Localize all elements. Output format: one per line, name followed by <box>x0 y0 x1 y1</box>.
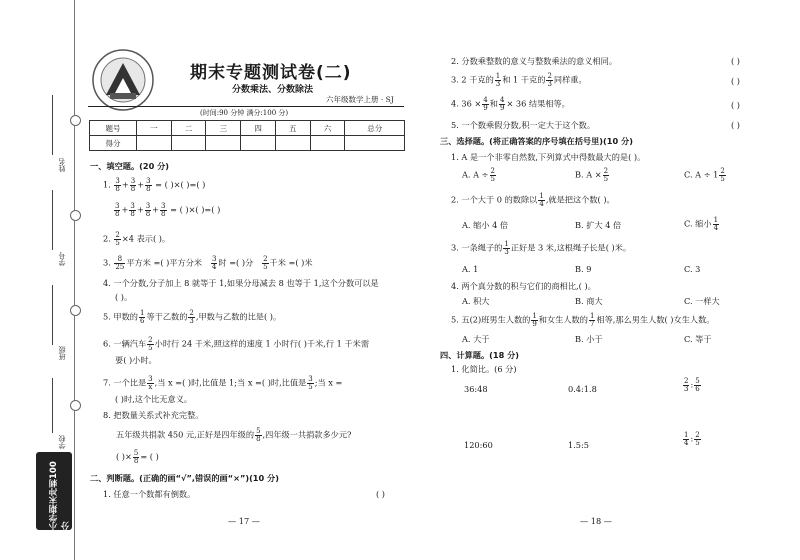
fraction: $\frac{3}{8}$ <box>130 177 136 193</box>
question-number: 1. <box>103 179 111 190</box>
fraction: $\frac{2}{3}$ <box>684 377 689 393</box>
choice-3-option-b[interactable]: B. 9 <box>575 264 592 274</box>
fraction: $\frac{2}{3}$ <box>547 72 552 88</box>
choice-2 <box>451 193 615 208</box>
page-number-left: — 17 — <box>228 516 260 526</box>
score-header-cell: 五 <box>275 121 310 136</box>
choice-2-option-a[interactable]: A. 缩小 4 倍 <box>462 220 509 230</box>
time-note: (时间:90 分钟 满分:100 分) <box>200 109 289 117</box>
answer-bracket[interactable]: ( ) <box>376 489 385 499</box>
question-6-rest: 小时行 24 千米,照这样的速度 1 小时行( )千米,行 1 千米需 <box>154 338 370 349</box>
binding-hole <box>70 305 81 316</box>
section-true-false: 二、判断题。(正确的画“√”,错误的画“×”)(10 分) <box>90 473 279 483</box>
score-header-cell: 六 <box>310 121 345 136</box>
fraction: $\frac{3}{8}$ <box>161 202 166 218</box>
judge-3-pre: 3. 2 千克的 <box>451 74 494 85</box>
judge-4-post: × 36 结果相等。 <box>506 98 570 109</box>
judge-3 <box>451 73 587 88</box>
choice-4: 4. 两个真分数的积与它们的商相比,( )。 <box>451 281 596 291</box>
fraction: $\frac{1}{3}$ <box>495 72 501 88</box>
score-table <box>89 120 405 151</box>
series-logo <box>88 45 158 115</box>
judge-1: 1. 任意一个数都有倒数。 <box>103 489 196 499</box>
fraction: $\frac{4}{9}$ <box>499 96 505 112</box>
binding-badge-text: 小学期末冲刺100分 <box>49 461 71 530</box>
score-cell[interactable] <box>206 136 241 151</box>
section-fill-blank: 一、填空题。(20 分) <box>90 161 170 171</box>
binding-label-name: 姓名 <box>58 158 66 172</box>
fraction: $\frac{1}{4}$ <box>713 216 719 232</box>
question-5-mid: 等于乙数的 <box>146 311 188 322</box>
question-7-line2: ( )时,这个比无意义。 <box>115 394 193 404</box>
binding-line-name <box>52 95 53 155</box>
choice-1: 1. A 是一个非零自然数,下列算式中得数最大的是( )。 <box>451 152 646 162</box>
equation-blank[interactable]: ( )× <box>116 451 132 462</box>
answer-bracket[interactable]: ( ) <box>731 76 740 86</box>
page-number-right: — 18 — <box>580 516 612 526</box>
ratio-item: 120:60 <box>464 440 493 450</box>
answer-bracket[interactable]: ( ) <box>731 56 740 66</box>
ratio-item: 1.5:5 <box>568 440 589 450</box>
binding-hole <box>70 400 81 411</box>
question-2-text: ×4 表示( )。 <box>121 233 171 244</box>
choice-4-option-c[interactable]: C. 一样大 <box>684 296 720 306</box>
judge-4-mid: 和 <box>489 98 498 109</box>
score-cell[interactable] <box>137 136 172 151</box>
fraction: $\frac{2}{5}$ <box>603 167 609 183</box>
question-6-line2: 要( )小时。 <box>115 355 157 365</box>
fraction: $\frac{2}{5}$ <box>720 167 725 183</box>
question-7-pre: 7. 一个比是 <box>103 377 147 388</box>
question-8-equation <box>116 450 159 465</box>
fraction: $\frac{1}{3}$ <box>504 240 509 256</box>
fraction: $\frac{3}{8}$ <box>145 202 151 218</box>
question-8: 8. 把数量关系式补充完整。 <box>103 410 204 420</box>
question-7-post: ;当 x = <box>314 377 343 388</box>
question-6-line1 <box>103 337 369 352</box>
choice-3 <box>451 241 631 256</box>
choice-3-pre: 3. 一条绳子的 <box>451 242 503 253</box>
ratio-item: $\frac{1}{4}$ : $\frac{2}{5}$ <box>684 431 700 447</box>
fraction: $\frac{3}{8}$ <box>146 177 151 193</box>
choice-2-post: ,就是把这个数( )。 <box>545 194 615 205</box>
score-cell[interactable] <box>275 136 310 151</box>
answer-bracket[interactable]: ( ) <box>731 120 740 130</box>
binding-label-school: 学校 <box>58 435 66 449</box>
grade-label: 六年级数学上册 · SJ <box>326 95 394 104</box>
fraction: $\frac{3}{8}$ <box>130 202 135 218</box>
choice-2-option-c[interactable] <box>684 217 720 232</box>
fraction: $\frac{3}{x}$ <box>148 375 153 391</box>
answer-blank[interactable]: ( )×( )=( ) <box>164 179 206 190</box>
choice-4-option-a[interactable]: A. 积大 <box>462 296 490 306</box>
fraction: $\frac{1}{6}$ <box>139 309 145 325</box>
choice-5-option-a[interactable]: A. 大于 <box>462 334 490 344</box>
score-cell[interactable] <box>241 136 276 151</box>
question-1b: $\frac{3}{8}$ + $\frac{3}{8}$ + $\frac{3}{8}$ + $\frac{3}{8}$ = ( )×( )=( ) <box>115 202 221 218</box>
fraction: $\frac{5}{6}$ <box>695 377 700 393</box>
fraction: $\frac{1}{4}$ <box>539 192 544 208</box>
judge-3-mid: 和 1 千克的 <box>502 74 546 85</box>
fraction: $\frac{3}{8}$ <box>115 202 120 218</box>
question-8-problem <box>116 428 351 443</box>
page-title: 期末专题测试卷(二) <box>190 63 352 83</box>
choice-2-option-b[interactable]: B. 扩大 4 倍 <box>575 220 622 230</box>
fraction: $\frac{2}{3}$ <box>189 309 194 325</box>
equation-blank[interactable]: = ( ) <box>140 451 159 462</box>
fraction: $\frac{5}{8}$ <box>256 427 261 443</box>
question-5-pre: 5. 甲数的 <box>103 311 138 322</box>
choice-1-option-b[interactable] <box>575 168 610 183</box>
question-2: 2. $\frac{2}{5}$ ×4 表示( )。 <box>103 231 171 247</box>
binding-badge <box>36 452 72 530</box>
question-3-c: 千米 =( )米 <box>269 257 313 268</box>
question-4-line2: ( )。 <box>115 292 133 302</box>
judge-4-pre: 4. 36 × <box>451 98 482 109</box>
choice-5-option-b[interactable]: B. 小于 <box>575 334 603 344</box>
ratio-item: $\frac{2}{3}$ : $\frac{5}{6}$ <box>684 377 700 393</box>
score-header-cell: 题号 <box>90 121 137 136</box>
calc-subtitle: 1. 化简比。(6 分) <box>451 364 517 374</box>
judge-4 <box>451 97 570 112</box>
choice-5-c: 相等,那么男生人数( )女生人数。 <box>596 314 715 325</box>
binding-hole <box>70 210 81 221</box>
fraction: $\frac{1}{4}$ <box>684 431 689 447</box>
question-4-line1: 4. 一个分数,分子加上 8 就等于 1,如果分母减去 8 也等于 1,这个分数可以是 <box>103 278 379 288</box>
option-label: B. A × <box>575 169 602 180</box>
choice-5-option-c[interactable]: C. 等于 <box>684 334 712 344</box>
fraction: $\frac{3}{5}$ <box>308 375 313 391</box>
fraction: $\frac{1}{9}$ <box>532 312 537 328</box>
question-5 <box>103 310 281 325</box>
question-5-post: ,甲数与乙数的比是( )。 <box>195 311 282 322</box>
binding-line-school <box>52 378 53 433</box>
binding-line-id <box>52 190 53 250</box>
section-calculation: 四、计算题。(18 分) <box>440 350 520 360</box>
fraction: $\frac{1}{7}$ <box>589 312 595 328</box>
judge-2: 2. 分数乘整数的意义与整数乘法的意义相同。 <box>451 56 617 66</box>
fraction: $\frac{2}{5}$ <box>490 167 495 183</box>
question-3: 3. $\frac{8}{25}$ 平方米 =( )平方分米 $\frac{3}{4}$ 时 =( )分 $\frac{2}{5}$ 千米 =( )米 <box>103 255 313 271</box>
fraction: $\frac{4}{9}$ <box>483 96 488 112</box>
score-header-cell: 四 <box>241 121 276 136</box>
score-row-label: 得分 <box>90 136 137 151</box>
score-header-cell: 一 <box>137 121 172 136</box>
question-8-problem-b: ,四年级一共捐款多少元? <box>262 429 352 440</box>
choice-5 <box>451 313 714 328</box>
score-header-cell: 三 <box>206 121 241 136</box>
score-cell[interactable] <box>310 136 345 151</box>
page-subtitle: 分数乘法、分数除法 <box>232 85 314 95</box>
score-header-cell: 总分 <box>345 121 405 136</box>
question-1a: 1. $\frac{3}{8}$ + $\frac{3}{8}$ + $\frac{3}{8}$ = ( )×( )=( ) <box>103 177 206 193</box>
option-label: A. A ÷ <box>462 169 489 180</box>
fraction: $\frac{2}{5}$ <box>263 255 268 271</box>
choice-5-b: 和女生人数的 <box>538 314 588 325</box>
binding-line-class <box>52 285 53 345</box>
logo-emblem-icon <box>88 45 158 115</box>
choice-4-option-b[interactable]: B. 商大 <box>575 296 603 306</box>
score-header-cell: 二 <box>171 121 206 136</box>
header-rule <box>88 106 404 107</box>
judge-5: 5. 一个数乘假分数,积一定大于这个数。 <box>451 120 596 130</box>
binding-label-class: 班级 <box>58 346 66 360</box>
question-8-problem-a: 五年级共捐款 450 元,正好是四年级的 <box>116 429 255 440</box>
choice-2-pre: 2. 一个大于 0 的数除以 <box>451 194 538 205</box>
option-label: C. 缩小 <box>684 218 712 229</box>
answer-bracket[interactable]: ( ) <box>731 100 740 110</box>
score-cell[interactable] <box>345 136 405 151</box>
fraction: $\frac{2}{5}$ <box>115 231 120 247</box>
question-7-mid: ,当 x =( )时,比值是 1;当 x =( )时,比值是 <box>154 377 307 388</box>
fraction: $\frac{2}{5}$ <box>695 431 700 447</box>
fraction: $\frac{8}{25}$ <box>115 255 125 271</box>
question-3-b: 时 =( )分 <box>218 257 254 268</box>
score-row <box>90 136 405 151</box>
choice-3-option-a[interactable]: A. 1 <box>462 264 479 274</box>
score-header-row <box>90 121 405 136</box>
section-choice: 三、选择题。(将正确答案的序号填在括号里)(10 分) <box>440 136 633 146</box>
option-label: C. A ÷ 1 <box>684 169 719 180</box>
question-7-line1 <box>103 376 342 391</box>
fraction: $\frac{5}{8}$ <box>133 449 139 465</box>
judge-3-post: 同样重。 <box>553 74 587 85</box>
choice-3-option-c[interactable]: C. 3 <box>684 264 701 274</box>
choice-1-option-a[interactable] <box>462 168 497 183</box>
question-6-pre: 6. 一辆汽车 <box>103 338 147 349</box>
choice-5-a: 5. 五(2)班男生人数的 <box>451 314 531 325</box>
fraction: $\frac{2}{5}$ <box>148 336 153 352</box>
fraction: $\frac{3}{8}$ <box>115 177 120 193</box>
question-3-a: 平方米 =( )平方分米 <box>126 257 203 268</box>
fraction: $\frac{3}{4}$ <box>211 255 217 271</box>
score-cell[interactable] <box>171 136 206 151</box>
binding-label-id: 学号 <box>58 252 66 266</box>
choice-3-post: 正好是 3 米,这根绳子长是( )米。 <box>510 242 632 253</box>
choice-1-option-c[interactable] <box>684 168 727 183</box>
binding-hole <box>70 115 81 126</box>
answer-blank[interactable]: ( )×( )=( ) <box>179 204 221 215</box>
ratio-item: 36:48 <box>464 384 488 394</box>
ratio-item: 0.4:1.8 <box>568 384 597 394</box>
